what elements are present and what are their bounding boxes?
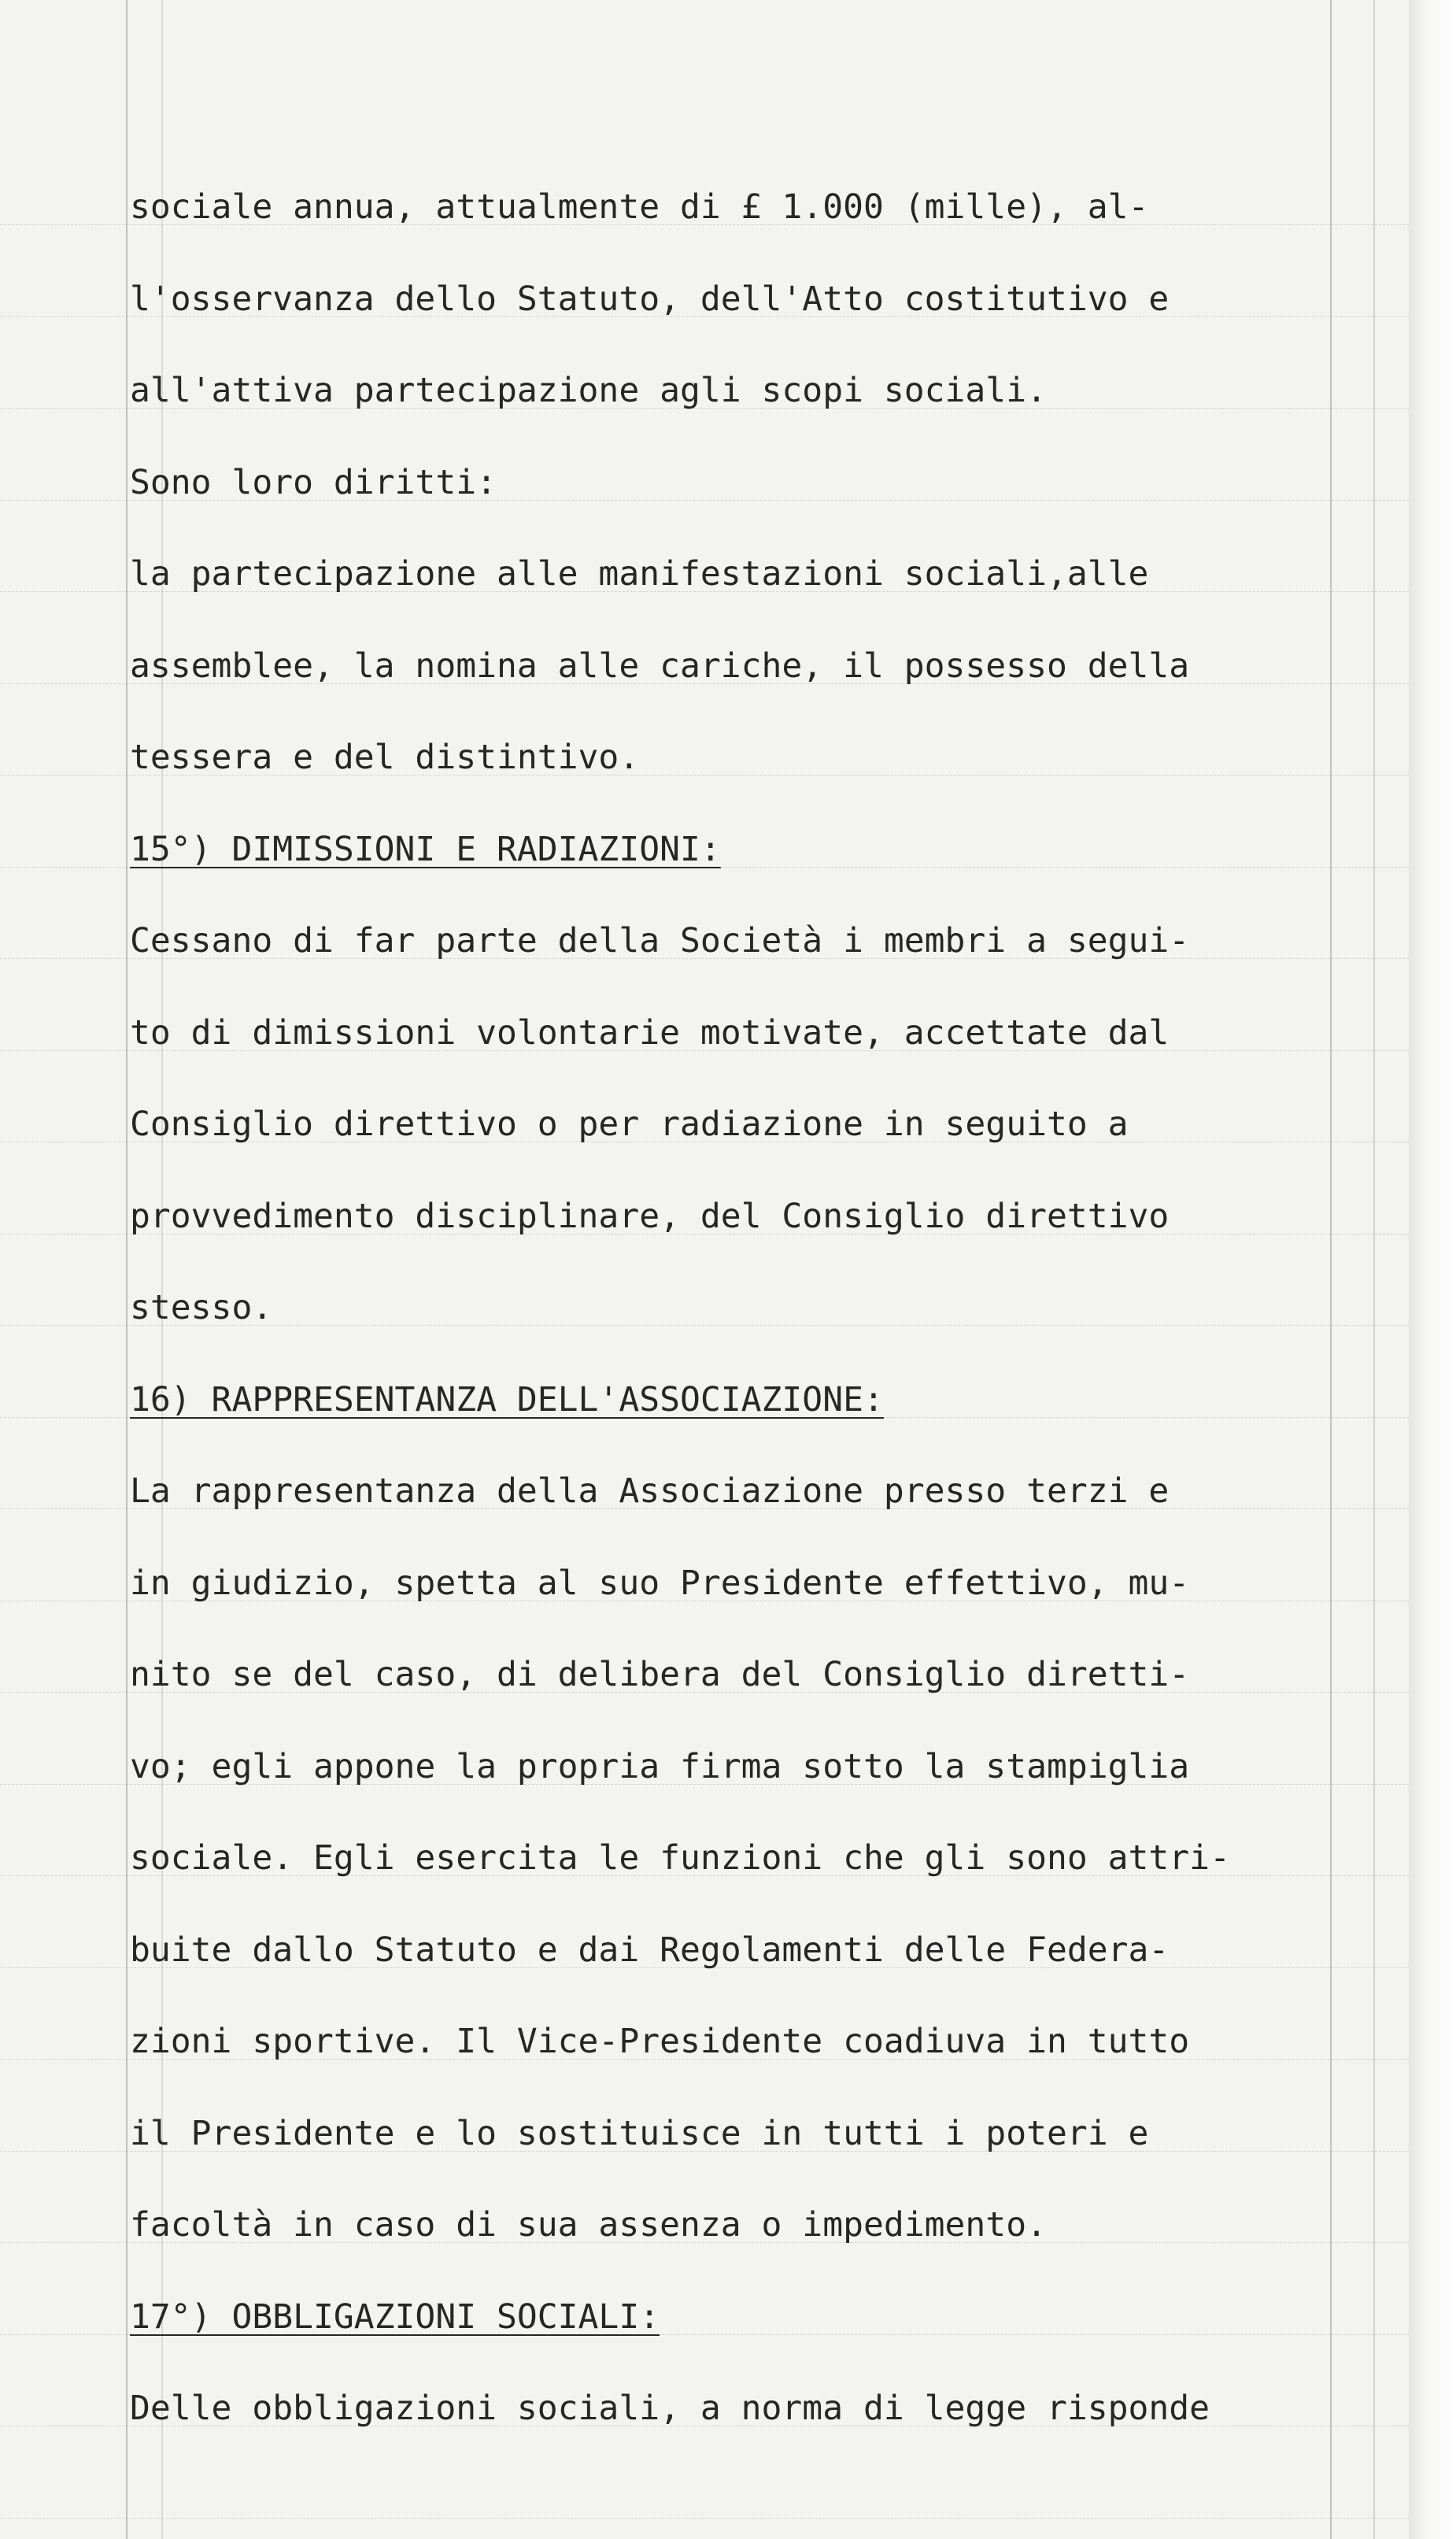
text-line: all'attiva partecipazione agli scopi sociali. [130,371,1047,410]
text-line: Consiglio direttivo o per radiazione in seguito a [130,1105,1129,1144]
section-heading: 15°) DIMISSIONI E RADIAZIONI: [130,829,721,869]
text-line: stesso. [130,1288,273,1327]
text-line: to di dimissioni volontarie motivate, accettate dal [130,1012,1170,1053]
text-line: buite dallo Statuto e dai Regolamenti delle Federa- [130,1930,1170,1970]
text-line: sociale. Egli esercita le funzioni che gli sono attri- [130,1838,1230,1878]
text-line: Delle obbligazioni sociali, a norma di legge risponde [130,2389,1210,2428]
text-line: tessera e del distintivo. [130,738,640,777]
text-line: Sono loro diritti: [130,462,497,502]
right-outer-margin-line [1373,0,1375,2539]
text-line: il Presidente e lo sostituisce in tutti i poteri e [130,2113,1149,2153]
text-line: assemblee, la nomina alle cariche, il possesso della [130,646,1190,686]
page-edge-shadow [1409,0,1456,2539]
document-body [130,161,1373,2455]
text-line: facoltà in caso di sua assenza o impedimento. [130,2205,1047,2245]
section-heading: 16) RAPPRESENTANZA DELL'ASSOCIAZIONE: [130,1379,884,1419]
ruled-line [0,2518,1409,2519]
text-line: nito se del caso, di delibera del Consiglio diretti- [130,1655,1190,1694]
text-line: la partecipazione alle manifestazioni sociali,alle [130,554,1149,594]
text-line: Cessano di far parte della Società i membri a segui- [130,921,1190,960]
section-heading: 17°) OBBLIGAZIONI SOCIALI: [130,2297,660,2337]
text-line: sociale annua, attualmente di £ 1.000 (mille), al- [130,187,1149,227]
text-line: vo; egli appone la propria firma sotto la stampiglia [130,1746,1190,1786]
left-margin-line [126,0,127,2539]
text-line: La rappresentanza della Associazione presso terzi e [130,1471,1170,1511]
text-line: zioni sportive. Il Vice-Presidente coadiuva in tutto [130,2022,1190,2061]
text-line: l'osservanza dello Statuto, dell'Atto costitutivo e [130,279,1170,319]
text-line: in giudizio, spetta al suo Presidente effettivo, mu- [130,1563,1190,1603]
text-line: provvedimento disciplinare, del Consiglio direttivo [130,1196,1170,1236]
